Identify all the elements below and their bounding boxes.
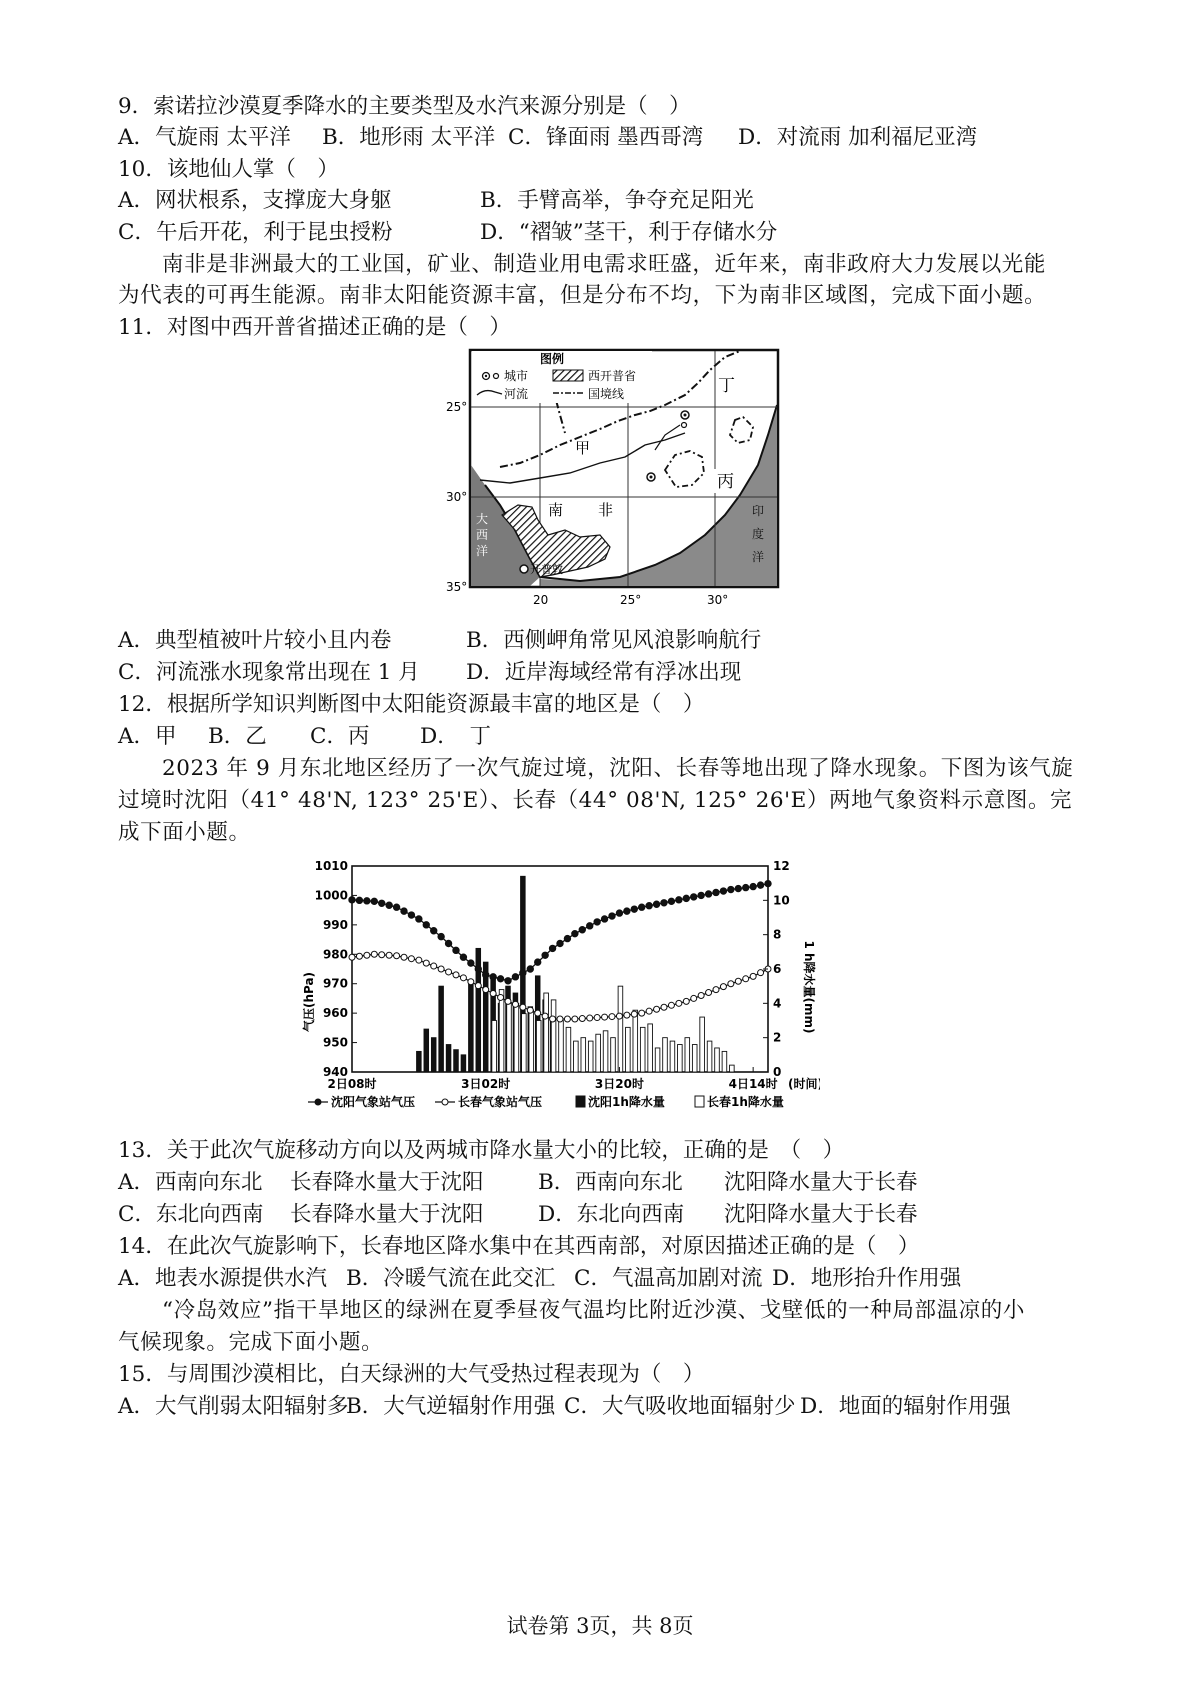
shenyang-pressure-point (683, 895, 689, 901)
changchun-precip-bar (663, 1038, 668, 1072)
changchun-precip-bar (559, 1021, 564, 1073)
shenyang-pressure-point (698, 892, 704, 898)
changchun-precip-bar (551, 1000, 556, 1072)
shenyang-pressure-point (364, 898, 370, 904)
y2-tick-label: 0 (773, 1065, 782, 1079)
q14-stem: 14．在此次气旋影响下，长春地区降水集中在其西南部，对原因描述正确的是（ ） (118, 1234, 920, 1259)
changchun-precip-bar (678, 1045, 683, 1072)
y-tick-label: 990 (322, 917, 348, 932)
shenyang-pressure-point (475, 966, 481, 972)
q15-stem: 15．与周围沙漠相比，白天绿洲的大气受热过程表现为（ ） (118, 1362, 705, 1387)
shenyang-pressure-point (653, 901, 659, 907)
changchun-pressure-point (609, 1014, 615, 1020)
changchun-precip-bar (522, 1014, 527, 1072)
passage3-line1: “冷岛效应”指干旱地区的绿洲在夏季昼夜气温均比附近沙漠、戈壁低的一种局部温凉的小 (162, 1298, 1025, 1323)
shenyang-pressure-point (468, 960, 474, 966)
changchun-pressure-point (572, 1016, 578, 1022)
changchun-pressure-point (483, 987, 489, 993)
changchun-pressure-point (587, 1015, 593, 1021)
x-tick-label: 4日14时 (728, 1077, 778, 1091)
q9-stem: 9．索诺拉沙漠夏季降水的主要类型及水汽来源分别是（ ） (118, 94, 691, 119)
shenyang-pressure-point (460, 954, 466, 960)
q12-option-d: D． 丁 (420, 724, 491, 749)
changchun-pressure-point (676, 1000, 682, 1006)
changchun-pressure-point (431, 963, 437, 969)
changchun-precip-bar (692, 1045, 697, 1072)
q10-option-a: A．网状根系，支撑庞大身躯 (118, 188, 392, 213)
changchun-precip-bar (640, 1027, 645, 1072)
shenyang-pressure-point (676, 897, 682, 903)
shenyang-pressure-point (572, 930, 578, 936)
changchun-pressure-point (624, 1012, 630, 1018)
changchun-precip-bar (715, 1048, 720, 1072)
q15-option-d: D．地面的辐射作用强 (800, 1394, 1011, 1419)
y-tick-label: 1010 (314, 859, 348, 873)
changchun-pressure-point (713, 987, 719, 993)
q11-option-b: B．西侧岬角常见风浪影响航行 (466, 628, 762, 653)
y-tick-label: 960 (322, 1006, 348, 1021)
q14-option-d: D．地形抬升作用强 (772, 1266, 962, 1291)
shenyang-pressure-point (557, 940, 563, 946)
changchun-precip-bar (603, 1031, 608, 1072)
q12-option-c: C．丙 (310, 724, 370, 749)
changchun-pressure-point (356, 953, 362, 959)
legend-river-label: 河流 (504, 387, 529, 401)
y-tick-label: 950 (322, 1035, 348, 1050)
legend-border-label: 国境线 (588, 387, 625, 401)
shenyang-precip-bar (483, 962, 488, 1072)
changchun-precip-bar (670, 1041, 675, 1072)
legend-dot-icon (442, 1099, 448, 1105)
shenyang-pressure-point (646, 903, 652, 909)
changchun-pressure-point (728, 981, 734, 987)
changchun-pressure-point (416, 957, 422, 963)
changchun-pressure-point (542, 1013, 548, 1019)
shenyang-pressure-point (735, 885, 741, 891)
changchun-pressure-point (394, 953, 400, 959)
changchun-pressure-point (579, 1016, 585, 1022)
lat-label-30: 30° (446, 490, 468, 504)
q10-stem: 10．该地仙人掌（ ） (118, 157, 339, 182)
changchun-precip-bar (730, 1065, 735, 1072)
shenyang-pressure-point (728, 886, 734, 892)
changchun-precip-bar (581, 1038, 586, 1072)
shenyang-pressure-point (505, 978, 511, 984)
changchun-precip-bar (536, 1021, 541, 1073)
x-tick-label: 2日08时 (327, 1077, 377, 1091)
shenyang-pressure-point (356, 897, 362, 903)
changchun-pressure-point (594, 1015, 600, 1021)
passage2-line3: 成下面小题。 (118, 820, 251, 845)
shenyang-pressure-point (453, 947, 459, 953)
changchun-pressure-point (371, 951, 377, 957)
changchun-pressure-point (557, 1016, 563, 1022)
changchun-pressure-point (468, 979, 474, 985)
shenyang-pressure-point (765, 880, 771, 886)
changchun-precip-bar (529, 1010, 534, 1072)
changchun-pressure-point (654, 1006, 660, 1012)
x-tick-label: 3日02时 (461, 1077, 511, 1091)
shenyang-pressure-point (594, 919, 600, 925)
y-axis-label: 气压(hPa) (302, 971, 316, 1033)
legend-item (695, 1094, 784, 1109)
q10-option-c: C．午后开花，利于昆虫授粉 (118, 220, 393, 245)
shenyang-pressure-point (349, 897, 355, 903)
y-tick-label: 940 (322, 1065, 348, 1079)
changchun-precip-bar (722, 1051, 727, 1072)
shenyang-pressure-point (393, 904, 399, 910)
legend-item (308, 1094, 415, 1109)
changchun-pressure-point (349, 954, 355, 960)
lon-label-20: 20 (533, 593, 549, 607)
changchun-pressure-point (602, 1014, 608, 1020)
shenyang-pressure-point (661, 900, 667, 906)
region-jia-label: 甲 (575, 439, 591, 457)
changchun-precip-bar (655, 1048, 660, 1072)
shenyang-pressure-point (631, 906, 637, 912)
changchun-pressure-point (720, 984, 726, 990)
region-ding-label: 丁 (718, 376, 735, 396)
changchun-pressure-point (750, 973, 756, 979)
y2-tick-label: 4 (773, 996, 782, 1011)
shenyang-pressure-point (386, 902, 392, 908)
y2-axis-label: 1 h降水量(mm) (802, 940, 816, 1034)
changchun-precip-bar (588, 1041, 593, 1072)
changchun-precip-bar (648, 1024, 653, 1072)
shenyang-pressure-point (542, 952, 548, 958)
shenyang-precip-bar (439, 986, 444, 1072)
passage3-line2: 气候现象。完成下面小题。 (118, 1330, 384, 1355)
weather-chart (300, 852, 820, 1122)
shenyang-pressure-point (497, 976, 503, 982)
q9-option-b: B．地形雨 太平洋 (322, 125, 496, 150)
shenyang-pressure-point (401, 908, 407, 914)
changchun-pressure-point (475, 983, 481, 989)
y-tick-label: 980 (322, 947, 348, 962)
shenyang-precip-bar (454, 1050, 459, 1072)
changchun-pressure-point (631, 1011, 637, 1017)
country-label-1: 南 (548, 501, 564, 519)
legend-bar-icon (695, 1096, 704, 1107)
shenyang-precip-bar (424, 1029, 429, 1072)
changchun-pressure-point (520, 1004, 526, 1010)
changchun-precip-bar (685, 1038, 690, 1072)
changchun-pressure-point (512, 1001, 518, 1007)
changchun-pressure-point (706, 990, 712, 996)
cape-town-city-icon (520, 565, 528, 573)
cape-town-label: 开普敦 (530, 563, 563, 576)
x-tick-label: 3日20时 (594, 1077, 644, 1091)
changchun-pressure-point (386, 952, 392, 958)
changchun-pressure-point (446, 969, 452, 975)
q15-option-a: A．大气削弱太阳辐射多 (118, 1394, 349, 1419)
indian-label-2: 度 (752, 527, 765, 541)
shenyang-pressure-point (668, 898, 674, 904)
lon-label-30: 30° (707, 593, 729, 607)
changchun-pressure-point (683, 998, 689, 1004)
passage1-line1: 南非是非洲最大的工业国，矿业、制造业用电需求旺盛，近年来，南非政府大力发展以光能 (162, 252, 1047, 277)
changchun-pressure-point (460, 975, 466, 981)
q13-option-b-dir: B．西南向东北 (538, 1170, 683, 1195)
shenyang-pressure-point (527, 966, 533, 972)
q13-option-d-dir: D．东北向西南 (538, 1202, 685, 1227)
passage2-line2: 过境时沈阳（41° 48'N, 123° 25'E）、长春（44° 08'N, 125° 26'E）两地气象资料示意图。完 (118, 788, 1073, 813)
y2-tick-label: 12 (773, 859, 790, 873)
changchun-precip-bar (596, 1034, 601, 1072)
legend-title: 图例 (540, 352, 565, 366)
south-africa-map (440, 345, 790, 610)
legend-bar-icon (576, 1096, 585, 1107)
shenyang-pressure-point (520, 970, 526, 976)
shenyang-pressure-point (579, 927, 585, 933)
shenyang-precip-bar (469, 983, 474, 1072)
y2-tick-label: 2 (773, 1030, 782, 1045)
changchun-pressure-point (453, 972, 459, 978)
shenyang-pressure-point (408, 912, 414, 918)
changchun-pressure-point (550, 1016, 556, 1022)
changchun-precip-bar (507, 1003, 512, 1072)
q13-option-a-cmp: 长春降水量大于沈阳 (290, 1170, 484, 1195)
shenyang-precip-bar (417, 1051, 422, 1072)
changchun-pressure-point (505, 998, 511, 1004)
shenyang-pressure-point (438, 933, 444, 939)
passage2-line1: 2023 年 9 月东北地区经历了一次气旋过境，沈阳、长春等地出现了降水现象。下图为该气旋 (162, 756, 1074, 781)
y2-tick-label: 6 (773, 962, 782, 976)
indian-label-3: 洋 (752, 550, 765, 564)
lat-label-25: 25° (446, 400, 468, 414)
x-axis-label: (时间) (788, 1077, 820, 1091)
passage1-line2: 为代表的可再生能源。南非太阳能资源丰富，但是分布不均，下为南非区域图，完成下面小题。 (118, 283, 1047, 308)
changchun-pressure-point (743, 976, 749, 982)
shenyang-pressure-point (705, 891, 711, 897)
region-bing-label: 丙 (717, 472, 734, 492)
shenyang-pressure-point (587, 923, 593, 929)
shenyang-pressure-point (379, 900, 385, 906)
city-icon (682, 423, 687, 428)
y-tick-label: 1000 (314, 888, 348, 903)
changchun-pressure-point (639, 1010, 645, 1016)
q11-option-a: A．典型植被叶片较小且内卷 (118, 628, 392, 653)
atlantic-label-1: 大 (476, 512, 489, 526)
lon-label-25: 25° (620, 593, 642, 607)
page-footer: 试卷第 3页，共 8页 (506, 1614, 694, 1638)
q11-option-c: C．河流涨水现象常出现在 1 月 (118, 660, 420, 685)
changchun-pressure-point (661, 1004, 667, 1010)
shenyang-precip-bar (461, 1055, 466, 1072)
changchun-precip-bar (700, 1017, 705, 1072)
q12-option-a: A．甲 (118, 724, 177, 749)
shenyang-precip-bar (431, 1038, 436, 1072)
changchun-pressure-point (758, 970, 764, 976)
shenyang-pressure-point (445, 940, 451, 946)
changchun-pressure-point (646, 1008, 652, 1014)
changchun-precip-bar (499, 990, 504, 1072)
q11-option-d: D．近岸海域经常有浮冰出现 (466, 660, 742, 685)
shenyang-pressure-point (512, 974, 518, 980)
shenyang-pressure-point (535, 959, 541, 965)
shenyang-pressure-point (423, 922, 429, 928)
y2-tick-label: 8 (773, 927, 782, 942)
changchun-pressure-point (698, 992, 704, 998)
changchun-pressure-point (735, 978, 741, 984)
changchun-pressure-point (401, 954, 407, 960)
shenyang-pressure-point (609, 913, 615, 919)
q12-stem: 12．根据所学知识判断图中太阳能资源最丰富的地区是（ ） (118, 692, 705, 717)
indian-label-1: 印 (752, 504, 765, 518)
legend-label: 沈阳1h降水量 (588, 1095, 665, 1109)
shenyang-precip-bar (446, 1045, 451, 1072)
shenyang-pressure-point (564, 935, 570, 941)
q14-option-c: C．气温高加剧对流 (574, 1266, 763, 1291)
y-tick-label: 970 (322, 976, 348, 991)
q11-stem: 11．对图中西开普省描述正确的是（ ） (118, 315, 511, 340)
changchun-pressure-point (408, 956, 414, 962)
changchun-precip-bar (626, 1027, 631, 1072)
changchun-pressure-point (364, 952, 370, 958)
atlantic-label-3: 洋 (476, 544, 489, 558)
legend-item (576, 1094, 665, 1109)
changchun-pressure-point (490, 991, 496, 997)
shenyang-pressure-point (483, 972, 489, 978)
changchun-pressure-point (564, 1016, 570, 1022)
q10-option-d: D．“褶皱”茎干，利于存储水分 (480, 220, 778, 245)
legend-label: 长春气象站气压 (458, 1095, 543, 1109)
changchun-pressure-point (527, 1007, 533, 1013)
shenyang-pressure-point (416, 916, 422, 922)
legend-province-label: 西开普省 (588, 369, 637, 383)
changchun-pressure-point (535, 1010, 541, 1016)
shenyang-pressure-point (549, 945, 555, 951)
legend-city-label: 城市 (504, 369, 529, 383)
q14-option-a: A．地表水源提供水汽 (118, 1266, 328, 1291)
q9-option-a: A．气旋雨 太平洋 (118, 125, 291, 150)
changchun-precip-bar (611, 1038, 616, 1072)
q13-option-b-cmp: 沈阳降水量大于长春 (724, 1170, 918, 1195)
shenyang-pressure-point (616, 910, 622, 916)
legend-dot-icon (315, 1099, 321, 1105)
q14-option-b: B．冷暖气流在此交汇 (346, 1266, 556, 1291)
q13-option-d-cmp: 沈阳降水量大于长春 (724, 1202, 918, 1227)
shenyang-pressure-point (624, 908, 630, 914)
country-label-2: 非 (598, 501, 614, 519)
q10-option-b: B．手臂高举，争夺充足阳光 (480, 188, 754, 213)
changchun-pressure-point (379, 952, 385, 958)
shenyang-pressure-point (431, 928, 437, 934)
changchun-precip-bar (633, 1010, 638, 1072)
q15-option-b: B．大气逆辐射作用强 (346, 1394, 556, 1419)
changchun-precip-bar (492, 1021, 497, 1073)
legend-label: 沈阳气象站气压 (331, 1095, 416, 1109)
changchun-precip-bar (514, 1003, 519, 1072)
legend-label: 长春1h降水量 (707, 1095, 784, 1109)
changchun-precip-bar (574, 1041, 579, 1072)
changchun-pressure-point (438, 966, 444, 972)
y2-tick-label: 10 (773, 893, 790, 908)
shenyang-pressure-point (490, 974, 496, 980)
shenyang-pressure-point (691, 894, 697, 900)
q13-option-a-dir: A．西南向东北 (118, 1170, 263, 1195)
changchun-precip-bar (544, 993, 549, 1072)
shenyang-pressure-point (750, 883, 756, 889)
q13-option-c-dir: C．东北向西南 (118, 1202, 264, 1227)
shenyang-pressure-point (720, 888, 726, 894)
shenyang-pressure-point (757, 882, 763, 888)
q12-option-b: B．乙 (208, 724, 267, 749)
shenyang-pressure-point (713, 889, 719, 895)
changchun-pressure-point (498, 994, 504, 1000)
changchun-pressure-point (668, 1002, 674, 1008)
changchun-pressure-point (616, 1013, 622, 1019)
atlantic-label-2: 西 (476, 528, 489, 542)
legend-province-swatch (553, 370, 583, 381)
q13-stem: 13．关于此次气旋移动方向以及两城市降水量大小的比较，正确的是 （ ） (118, 1138, 845, 1163)
changchun-pressure-point (423, 960, 429, 966)
changchun-precip-bar (566, 1027, 571, 1072)
q9-option-d: D．对流雨 加利福尼亚湾 (738, 125, 978, 150)
shenyang-pressure-point (639, 904, 645, 910)
changchun-precip-bar (707, 1041, 712, 1072)
legend-item (435, 1094, 542, 1109)
changchun-precip-bar (618, 986, 623, 1072)
shenyang-pressure-point (743, 884, 749, 890)
shenyang-pressure-point (601, 916, 607, 922)
q15-option-c: C．大气吸收地面辐射少 (564, 1394, 796, 1419)
lat-label-35: 35° (446, 580, 468, 594)
q13-option-c-cmp: 长春降水量大于沈阳 (290, 1202, 484, 1227)
shenyang-pressure-point (371, 898, 377, 904)
changchun-pressure-point (691, 995, 697, 1001)
q9-option-c: C．锋面雨 墨西哥湾 (508, 125, 704, 150)
